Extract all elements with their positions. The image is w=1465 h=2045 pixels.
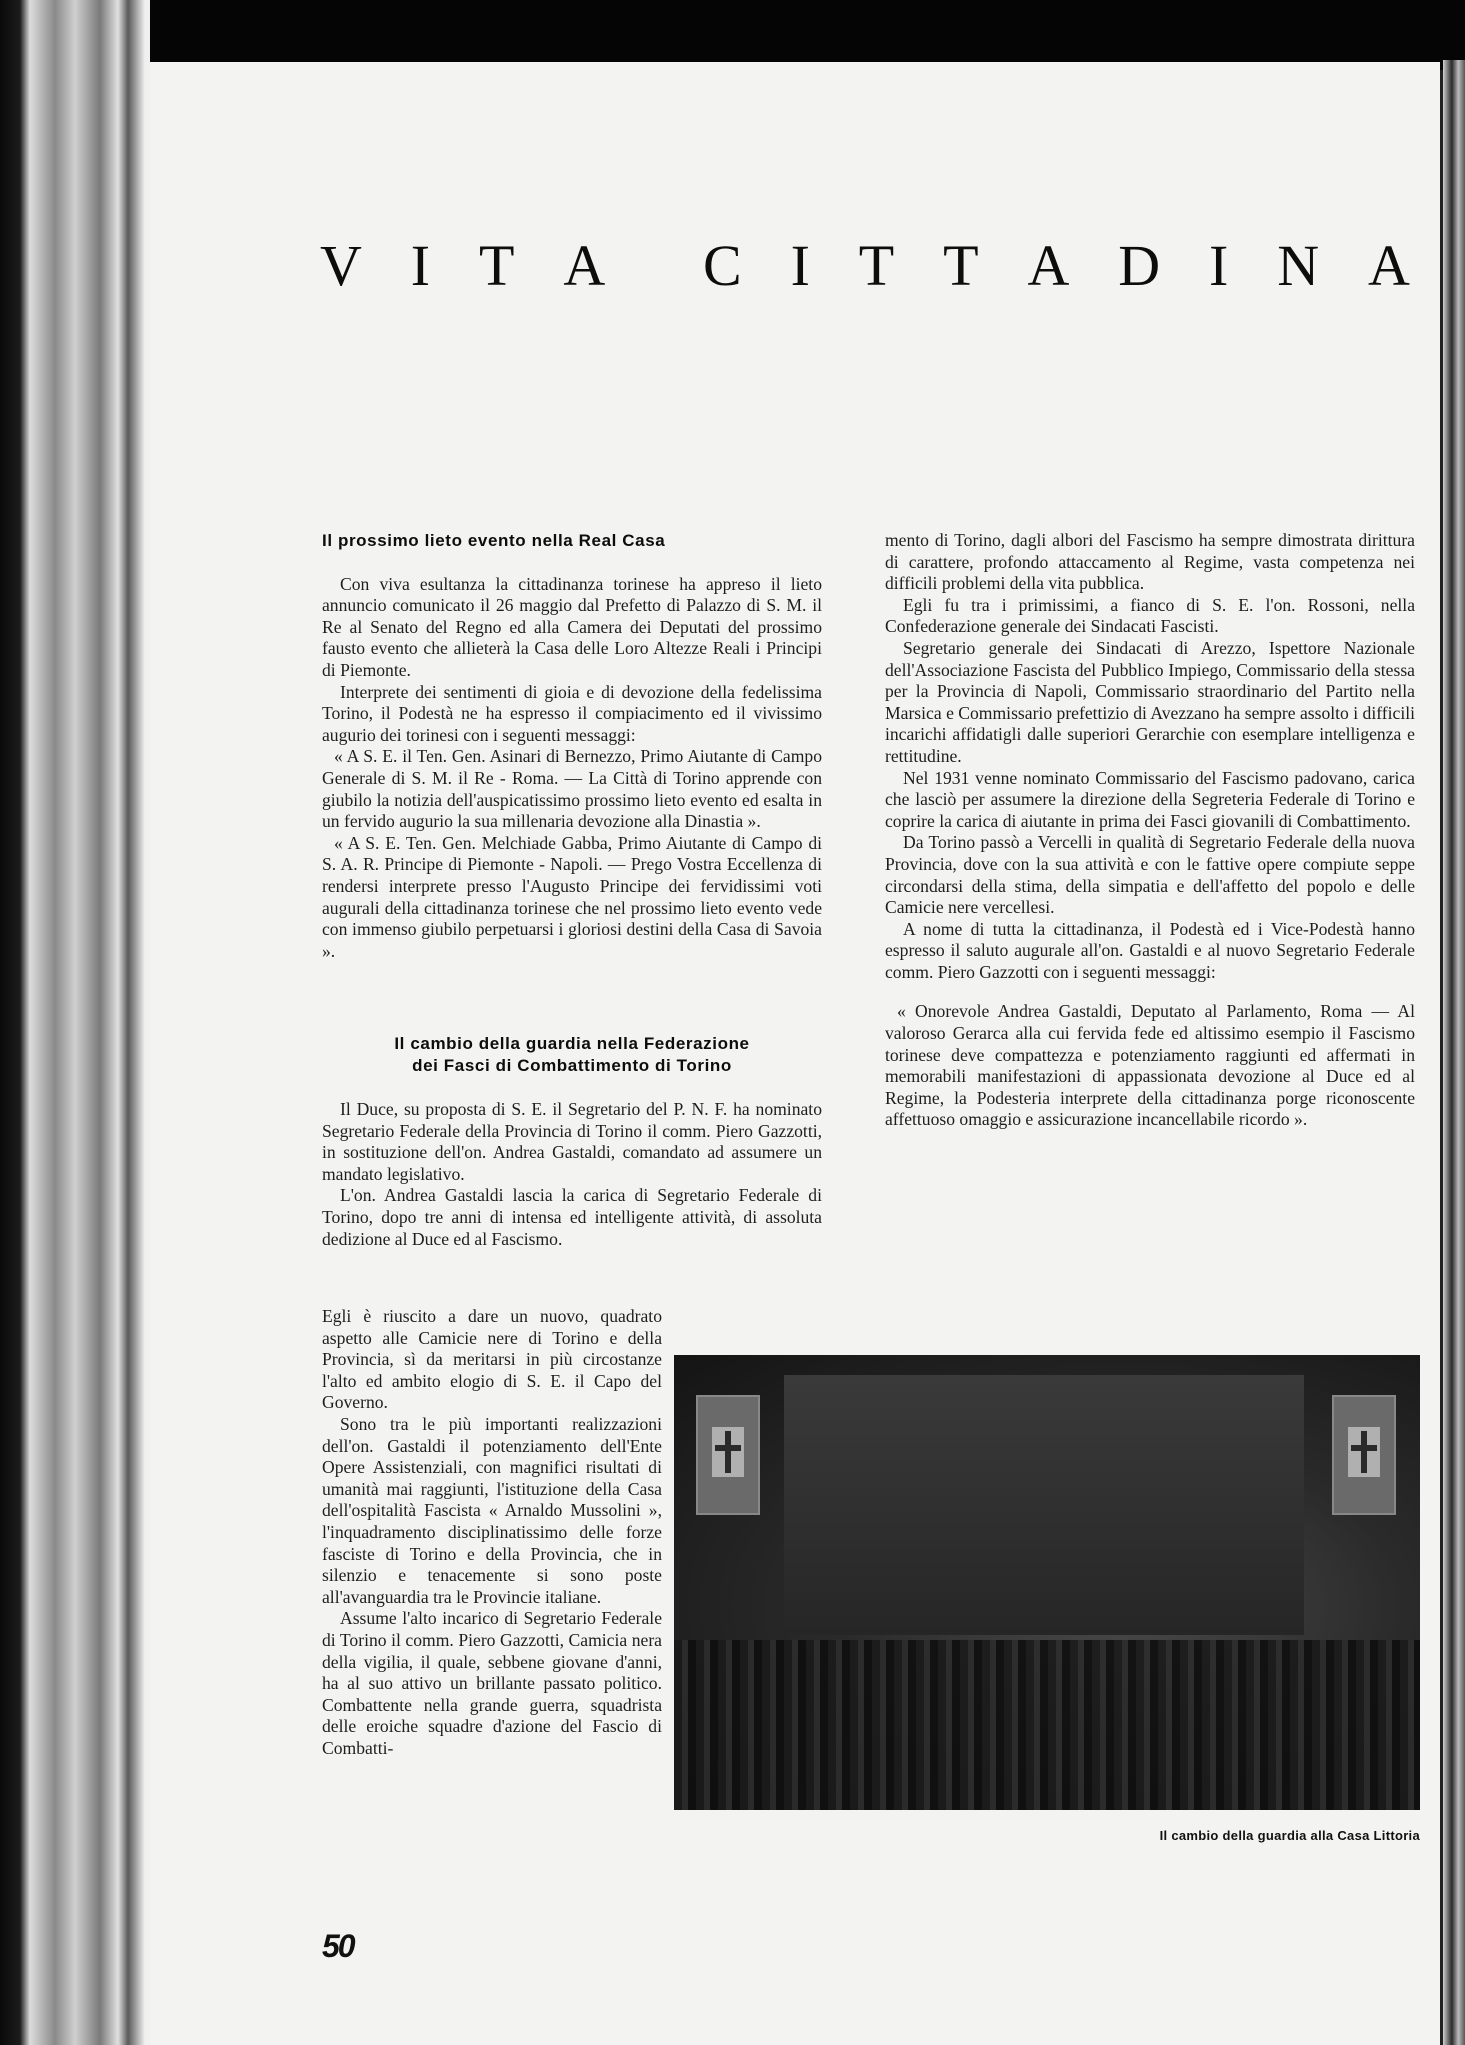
paragraph: Sono tra le più importanti realizzazioni dell'on. Gastaldi il potenziamento dell'Ente Opere Assistenziali, con magnifici risultati di umanità mai raggiunti, l'istituzione della Casa dell'ospitalità Fascista « Arnaldo Mussolini », l'inquadramento disciplinatissimo delle forze fasciste di Torino e della Provincia, che in silenzio e tenacemente si sono poste all'avanguardia tra le Provincie italiane. (322, 1413, 662, 1607)
article-royal-event (322, 530, 822, 962)
section-title (320, 232, 1410, 299)
message: « A S. E. Ten. Gen. Melchiade Gabba, Primo Aiutante di Campo di S. A. R. Principe di Piemonte - Napoli. — Prego Vostra Eccellenza di rendersi interprete presso l'Augusto Principe dei fervidissimi voti augurali della cittadinanza torinese che nel prossimo lieto evento vede con immenso giubilo perpetuarsi i gloriosi destini della Casa di Savoia ». (322, 832, 822, 961)
paragraph: Segretario generale dei Sindacati di Arezzo, Ispettore Nazionale dell'Associazione Fascista del Pubblico Impiego, Commissario della stessa per la Provincia di Napoli, Commissario straordinario del Partito nella Marsica e Commissario prefettizio di Avezzano ha sempre assolto i difficili incarichi affidatigli dalle superiori Gerarchie con esemplare intelligenza e rettitudine. (885, 637, 1415, 766)
article-continued-right (885, 530, 1415, 1131)
paragraph: Interprete dei sentimenti di gioia e di devozione della fedelissima Torino, il Podestà ne ha espresso il compiacimento ed il vivissimo augurio dei torinesi con i seguenti messaggi: (322, 681, 822, 745)
paragraph: Egli è riuscito a dare un nuovo, quadrato aspetto alle Camicie nere di Torino e della Provincia, sì da meritarsi in più circostanze l'alto ed ambito elogio di S. E. il Capo del Governo. (322, 1306, 662, 1413)
savoy-cross-icon (1348, 1427, 1380, 1477)
title-letter: A (1027, 233, 1070, 298)
page-edge-right (1443, 60, 1465, 2045)
message: « A S. E. il Ten. Gen. Asinari di Bernezzo, Primo Aiutante di Campo Generale di S. M. il Re - Roma. — La Città di Torino apprende con giubilo la notizia dell'auspicatissimo prossimo lieto evento ed esalta in un fervido augurio la sua millenaria devozione alla Dinastia ». (322, 746, 822, 832)
paragraph: mento di Torino, dagli albori del Fascismo ha sempre dimostrata dirittura di carattere, profondo attaccamento al Regime, vasta competenza nei difficili problemi della vita pubblica. (885, 530, 1415, 594)
title-letter: N (1277, 233, 1320, 298)
photo-caption: Il cambio della guardia alla Casa Littoria (1159, 1828, 1420, 1843)
paragraph: Egli fu tra i primissimi, a fianco di S. E. l'on. Rossoni, nella Confederazione generale dei Sindacati Fascisti. (885, 594, 1415, 637)
title-letter: C (703, 233, 742, 298)
message: « Onorevole Andrea Gastaldi, Deputato al Parlamento, Roma — Al valoroso Gerarca alla cui fervida fede ed altissimo esempio il Fascismo torinese deve compattezza e potenziamento raggiunti ed affermati in memorabili manifestazioni di appassionata devozione al Duce ed al Regime, la Podesteria interprete della cittadinanza porge riconoscente affettuoso omaggio e assicurazione incancellabile ricordo ». (885, 1001, 1415, 1130)
title-letter: A (563, 233, 606, 298)
photo-ceremony (674, 1355, 1420, 1810)
title-letter: V (320, 233, 362, 298)
title-letter: A (1368, 233, 1410, 298)
paragraph: Assume l'alto incarico di Segretario Federale di Torino il comm. Piero Gazzotti, Camicia nera della vigilia, il quale, sebbene giovane d'anni, ha al suo attivo un brillante passato politico. Combattente nella grande guerra, squadrista delle eroiche squadre d'azione del Fascio di Combatti- (322, 1608, 662, 1758)
article-continued-narrow (322, 1306, 662, 1759)
paragraph: L'on. Andrea Gastaldi lascia la carica di Segretario Federale di Torino, dopo tre anni di intensa ed intelligente attività, di assoluta dedizione al Duce ed al Fascismo. (322, 1185, 822, 1249)
title-letter: I (1209, 233, 1229, 298)
savoy-cross-icon (712, 1427, 744, 1477)
title-letter: I (410, 233, 431, 298)
scan-binding-left (0, 0, 150, 2045)
heading-line: dei Fasci di Combattimento di Torino (412, 1056, 732, 1075)
paragraph: Da Torino passò a Vercelli in qualità di Segretario Federale della nuova Provincia, dove con la sua attività e con le fattive opere compiute seppe circondarsi della stima, della simpatia e dell'affetto del popolo e delle Camicie nere vercellesi. (885, 832, 1415, 918)
title-letter: T (479, 233, 515, 298)
title-letter: I (790, 233, 810, 298)
scan-binding-top (0, 0, 1465, 70)
savoy-banner-left (696, 1395, 760, 1515)
paragraph: Nel 1931 venne nominato Commissario del Fascismo padovano, carica che lasciò per assumere la direzione della Segreteria Federale di Torino e coprire la carica di aiutante in prima dei Fasci giovanili di Combattimento. (885, 767, 1415, 831)
page-number: 50 (322, 1928, 354, 1964)
savoy-banner-right (1332, 1395, 1396, 1515)
paragraph: A nome di tutta la cittadinanza, il Podestà ed i Vice-Podestà hanno espresso il saluto augurale all'on. Gastaldi e al nuovo Segretario Federale comm. Piero Gazzotti con i seguenti messaggi: (885, 918, 1415, 982)
title-letter: D (1118, 233, 1161, 298)
article-changing-guard (322, 1033, 822, 1250)
paragraph: Con viva esultanza la cittadinanza torinese ha appreso il lieto annuncio comunicato il 26 maggio dal Prefetto di Palazzo di S. M. il Re al Senato del Regno ed alla Camera dei Deputati del prossimo fausto evento che allieterà la Casa delle Loro Altezze Reali i Principi di Piemonte. (322, 573, 822, 680)
article-heading (322, 1033, 822, 1077)
photo-crowd (674, 1640, 1420, 1810)
title-letter: T (858, 233, 895, 298)
paragraph: Il Duce, su proposta di S. E. il Segretario del P. N. F. ha nominato Segretario Federale della Provincia di Torino il comm. Piero Gazzotti, in sostituzione dell'on. Andrea Gastaldi, comandato ad assumere un mandato legislativo. (322, 1099, 822, 1184)
heading-line: Il cambio della guardia nella Federazione (394, 1034, 750, 1053)
photo-wall (784, 1375, 1304, 1635)
article-heading: Il prossimo lieto evento nella Real Casa (322, 531, 666, 550)
title-letter: T (943, 233, 979, 298)
